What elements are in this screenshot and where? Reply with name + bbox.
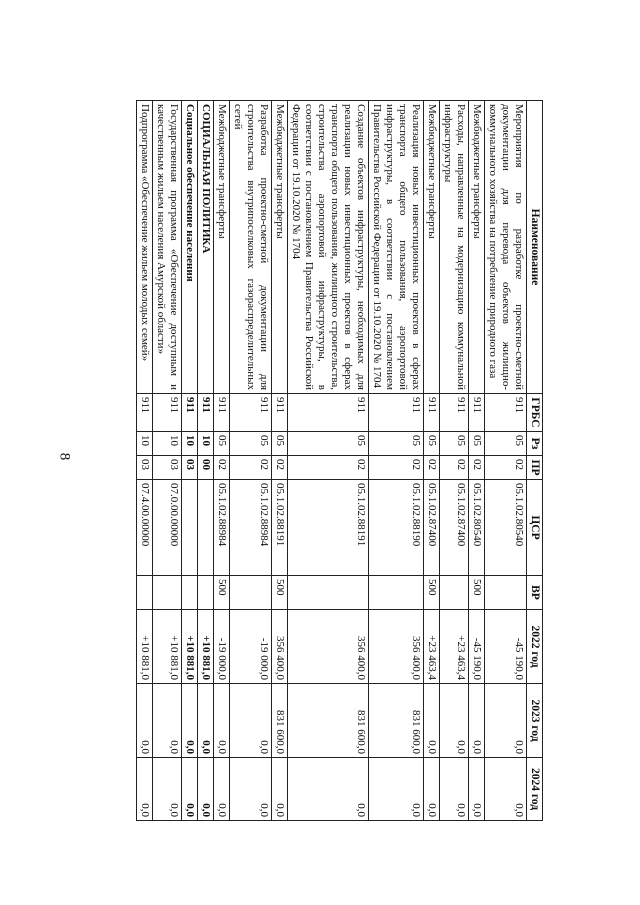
- cell-y2024: 0,0: [272, 758, 288, 821]
- cell-grbs: 911: [182, 394, 198, 432]
- cell-y2023: 0,0: [137, 684, 153, 758]
- cell-pr: 02: [469, 456, 485, 480]
- cell-csr: 07.0.00.00000: [153, 480, 182, 576]
- cell-name: СОЦИАЛЬНАЯ ПОЛИТИКА: [198, 101, 214, 394]
- cell-name: Реализация новых инвестиционных проектов в сферах транспорта общего пользования, аэропортовой инфраструктуры, в соответствии с постановлением Правительства Российской Федерации от 19.10.2020 № 1704: [369, 101, 424, 394]
- cell-y2022: +10 881,0: [198, 610, 214, 684]
- table-row: [182, 101, 198, 821]
- cell-y2022: 356 400,0: [272, 610, 288, 684]
- cell-vr: 500: [272, 576, 288, 610]
- cell-y2022: -19 000,0: [230, 610, 272, 684]
- cell-pr: 02: [214, 456, 230, 480]
- budget-table: [136, 100, 543, 821]
- cell-y2023: 831 600,0: [272, 684, 288, 758]
- cell-name: Мероприятия по разработке проектно-сметной документации для перевода объектов жилищно-коммунального хозяйства на потребление природного газа: [485, 101, 527, 394]
- cell-y2024: 0,0: [469, 758, 485, 821]
- cell-csr: [182, 480, 198, 576]
- cell-y2023: 831 600,0: [288, 684, 369, 758]
- table-row: [485, 101, 527, 821]
- cell-y2022: -45 190,0: [469, 610, 485, 684]
- cell-pr: 02: [440, 456, 469, 480]
- cell-vr: 500: [469, 576, 485, 610]
- header-pr: ПР: [527, 456, 543, 480]
- cell-csr: 05.1.02.87400: [440, 480, 469, 576]
- cell-vr: 500: [214, 576, 230, 610]
- cell-grbs: 911: [485, 394, 527, 432]
- cell-grbs: 911: [272, 394, 288, 432]
- table-body: [137, 101, 527, 821]
- cell-y2023: 0,0: [230, 684, 272, 758]
- cell-rz: 05: [440, 432, 469, 456]
- table-row: [369, 101, 424, 821]
- table-row: [424, 101, 440, 821]
- cell-rz: 10: [182, 432, 198, 456]
- cell-y2024: 0,0: [137, 758, 153, 821]
- table-header-row: [527, 101, 543, 821]
- cell-name: Расходы, направленные на модернизацию коммунальной инфраструктуры: [440, 101, 469, 394]
- cell-grbs: 911: [369, 394, 424, 432]
- header-rz: Рз: [527, 432, 543, 456]
- table-row: [469, 101, 485, 821]
- cell-rz: 05: [272, 432, 288, 456]
- cell-grbs: 911: [440, 394, 469, 432]
- cell-y2024: 0,0: [198, 758, 214, 821]
- cell-y2023: 0,0: [440, 684, 469, 758]
- page-number: 8: [56, 452, 73, 461]
- cell-vr: [198, 576, 214, 610]
- cell-y2023: 831 600,0: [369, 684, 424, 758]
- cell-csr: 05.1.02.88190: [369, 480, 424, 576]
- cell-y2024: 0,0: [424, 758, 440, 821]
- cell-vr: [153, 576, 182, 610]
- cell-grbs: 911: [198, 394, 214, 432]
- header-grbs: ГРБС: [527, 394, 543, 432]
- cell-vr: [230, 576, 272, 610]
- cell-y2023: 0,0: [485, 684, 527, 758]
- cell-name: Подпрограмма «Обеспечение жильем молодых семей»: [137, 101, 153, 394]
- cell-pr: 03: [137, 456, 153, 480]
- cell-name: Государственная программа «Обеспечение доступным и качественным жильем населения Амурской области»: [153, 101, 182, 394]
- cell-pr: 02: [485, 456, 527, 480]
- cell-y2022: 356 400,0: [369, 610, 424, 684]
- cell-y2024: 0,0: [288, 758, 369, 821]
- header-vr: ВР: [527, 576, 543, 610]
- cell-vr: [182, 576, 198, 610]
- cell-csr: 05.1.02.88191: [272, 480, 288, 576]
- cell-csr: [198, 480, 214, 576]
- cell-y2022: -45 190,0: [485, 610, 527, 684]
- cell-y2023: 0,0: [424, 684, 440, 758]
- cell-name: Разработка проектно-сметной документации для строительства внутрипоселковых газораспределительных сетей: [230, 101, 272, 394]
- cell-rz: 05: [469, 432, 485, 456]
- cell-pr: 03: [182, 456, 198, 480]
- header-2024: 2024 год: [527, 758, 543, 821]
- cell-y2022: +10 881,0: [137, 610, 153, 684]
- cell-rz: 10: [137, 432, 153, 456]
- table-row: [198, 101, 214, 821]
- cell-name: Социальное обеспечение населения: [182, 101, 198, 394]
- cell-pr: 00: [198, 456, 214, 480]
- cell-y2024: 0,0: [440, 758, 469, 821]
- cell-name: Межбюджетные трансферты: [272, 101, 288, 394]
- cell-rz: 05: [424, 432, 440, 456]
- cell-rz: 05: [369, 432, 424, 456]
- table-row: [153, 101, 182, 821]
- header-2023: 2023 год: [527, 684, 543, 758]
- cell-grbs: 911: [230, 394, 272, 432]
- cell-y2023: 0,0: [469, 684, 485, 758]
- header-name: Наименование: [527, 101, 543, 394]
- cell-pr: 02: [230, 456, 272, 480]
- cell-pr: 02: [424, 456, 440, 480]
- cell-vr: [137, 576, 153, 610]
- cell-grbs: 911: [424, 394, 440, 432]
- cell-pr: 02: [369, 456, 424, 480]
- cell-rz: 05: [214, 432, 230, 456]
- cell-rz: 05: [288, 432, 369, 456]
- cell-name: Межбюджетные трансферты: [214, 101, 230, 394]
- cell-y2022: +10 881,0: [182, 610, 198, 684]
- cell-name: Межбюджетные трансферты: [424, 101, 440, 394]
- cell-vr: [440, 576, 469, 610]
- cell-name: Создание объектов инфраструктуры, необходимых для реализации новых инвестиционных проектов в сферах транспорта общего пользования, жилищного строительства, строительства аэропортовой инфраструктуры, в соответствии с постановлением Правительства Российской Федерации от 19.10.2020 № 1704: [288, 101, 369, 394]
- table-row: [137, 101, 153, 821]
- cell-csr: 05.1.02.87400: [424, 480, 440, 576]
- table-row: [272, 101, 288, 821]
- cell-y2024: 0,0: [214, 758, 230, 821]
- cell-grbs: 911: [137, 394, 153, 432]
- cell-y2023: 0,0: [182, 684, 198, 758]
- cell-vr: [369, 576, 424, 610]
- cell-grbs: 911: [288, 394, 369, 432]
- cell-y2022: -19 000,0: [214, 610, 230, 684]
- cell-pr: 02: [272, 456, 288, 480]
- cell-grbs: 911: [214, 394, 230, 432]
- cell-rz: 10: [198, 432, 214, 456]
- cell-y2024: 0,0: [230, 758, 272, 821]
- table-row: [288, 101, 369, 821]
- cell-y2024: 0,0: [182, 758, 198, 821]
- cell-y2023: 0,0: [198, 684, 214, 758]
- cell-vr: [288, 576, 369, 610]
- cell-y2024: 0,0: [369, 758, 424, 821]
- table-row: [214, 101, 230, 821]
- header-2022: 2022 год: [527, 610, 543, 684]
- cell-y2024: 0,0: [153, 758, 182, 821]
- cell-vr: 500: [424, 576, 440, 610]
- header-csr: ЦСР: [527, 480, 543, 576]
- cell-y2024: 0,0: [485, 758, 527, 821]
- table-row: [440, 101, 469, 821]
- cell-rz: 10: [153, 432, 182, 456]
- cell-grbs: 911: [153, 394, 182, 432]
- cell-rz: 05: [485, 432, 527, 456]
- cell-rz: 05: [230, 432, 272, 456]
- cell-y2023: 0,0: [153, 684, 182, 758]
- cell-csr: 05.1.02.80540: [485, 480, 527, 576]
- cell-name: Межбюджетные трансферты: [469, 101, 485, 394]
- cell-csr: 05.1.02.88191: [288, 480, 369, 576]
- cell-y2022: +10 881,0: [153, 610, 182, 684]
- cell-y2022: +23 463,4: [424, 610, 440, 684]
- cell-y2022: 356 400,0: [288, 610, 369, 684]
- cell-y2023: 0,0: [214, 684, 230, 758]
- cell-grbs: 911: [469, 394, 485, 432]
- cell-csr: 05.1.02.88984: [230, 480, 272, 576]
- cell-csr: 07.4.00.00000: [137, 480, 153, 576]
- cell-csr: 05.1.02.80540: [469, 480, 485, 576]
- cell-vr: [485, 576, 527, 610]
- cell-csr: 05.1.02.88984: [214, 480, 230, 576]
- cell-pr: 02: [288, 456, 369, 480]
- cell-y2022: +23 463,4: [440, 610, 469, 684]
- cell-pr: 03: [153, 456, 182, 480]
- table-row: [230, 101, 272, 821]
